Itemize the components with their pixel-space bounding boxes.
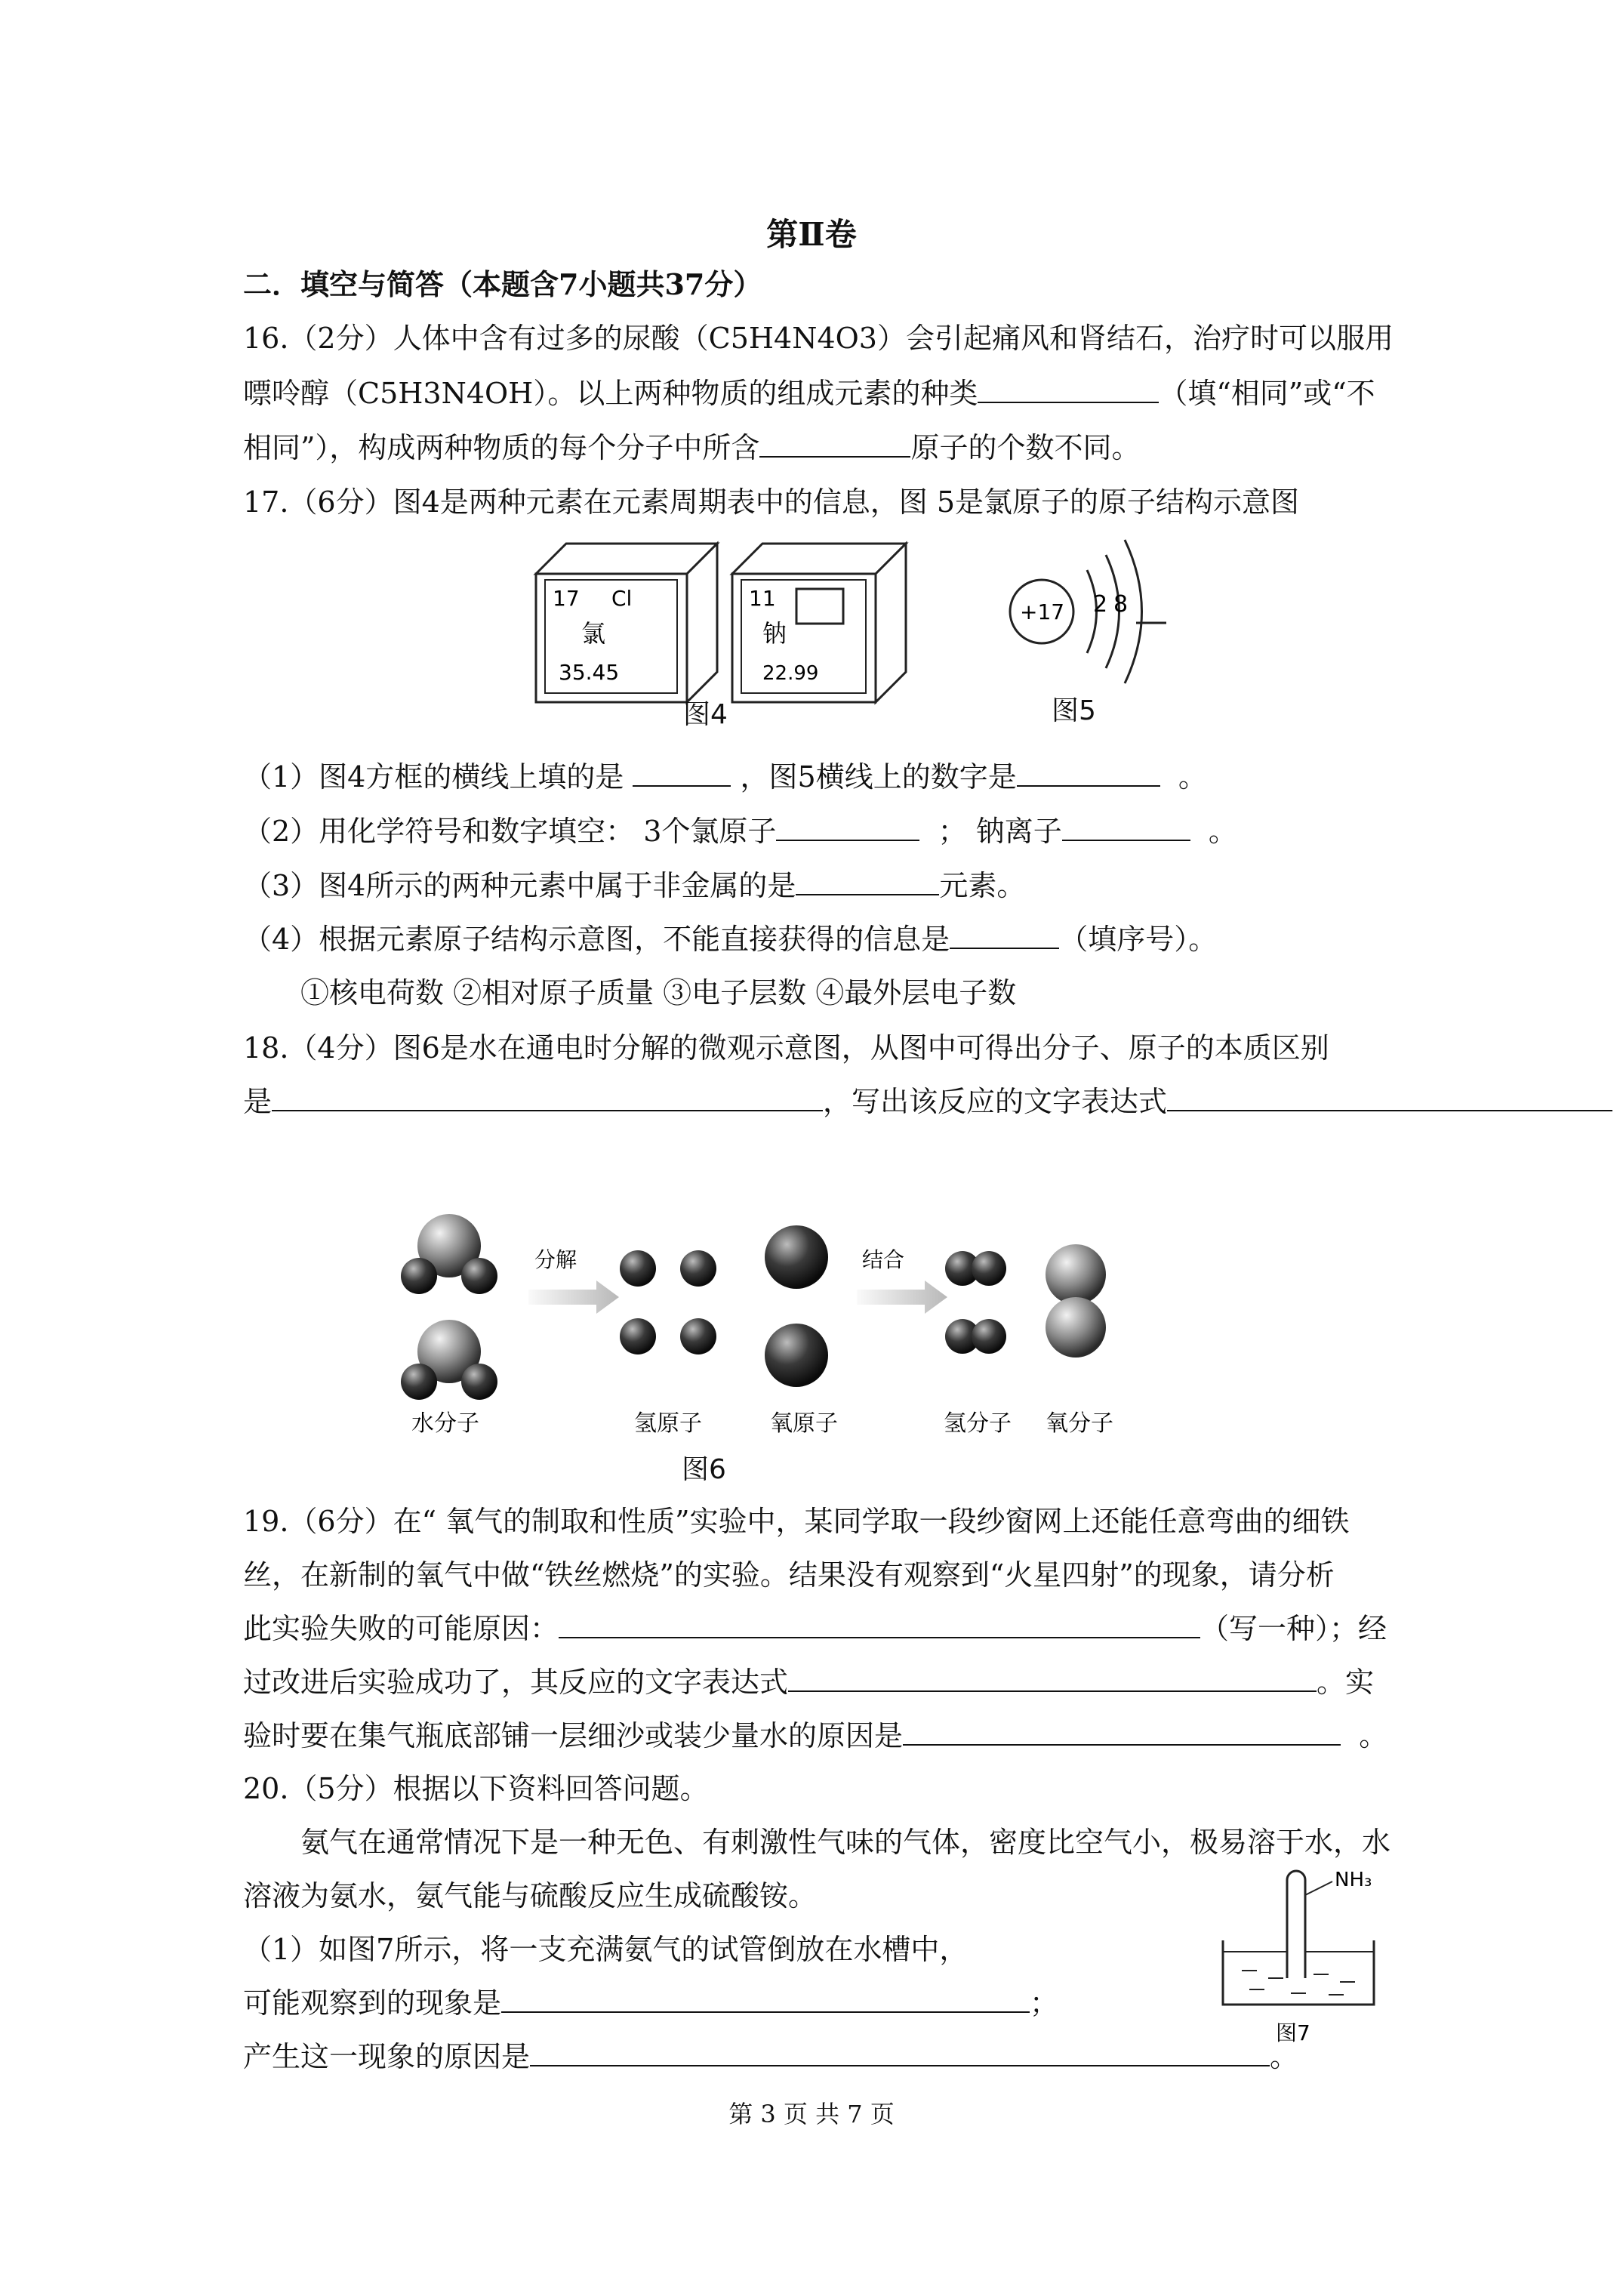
- hydrogen-atom-label: 氢原子: [634, 1410, 702, 1437]
- cl-symbol: Cl: [611, 586, 633, 611]
- q19-blank1[interactable]: [559, 1610, 1200, 1638]
- shell1-electrons: 2: [1093, 591, 1108, 618]
- shell2-electrons: 8: [1113, 591, 1129, 618]
- q17-blank6[interactable]: [950, 920, 1059, 949]
- q18-blank1[interactable]: [272, 1083, 823, 1111]
- q19-line1: 19.（6分）在“ 氧气的制取和性质”实验中，某同学取一段纱窗网上还能任意弯曲的细铁: [243, 1505, 1350, 1538]
- q17-blank3[interactable]: [776, 812, 919, 841]
- hydrogen-atoms: [620, 1250, 716, 1354]
- cl-name: 氯: [581, 619, 606, 648]
- q20-line1: 20.（5分）根据以下资料回答问题。: [243, 1772, 709, 1805]
- fig7-ammonia-tube: [1215, 1865, 1397, 2046]
- q20-sub3: 产生这一现象的原因是 。: [243, 2038, 1298, 2076]
- page-footer: 第 3 页 共 7 页: [728, 2100, 895, 2128]
- q16-line3: 相同”），构成两种物质的每个分子中所含 原子的个数不同。: [243, 429, 1140, 467]
- q17-options: ①核电荷数 ②相对原子质量 ③电子层数 ④最外层电子数: [300, 976, 1017, 1009]
- q20-blank1[interactable]: [501, 1984, 1030, 2013]
- q19-blank3[interactable]: [903, 1717, 1341, 1746]
- combine-arrow: [857, 1281, 947, 1314]
- page-title: 第Ⅱ卷: [766, 216, 857, 253]
- na-number: 11: [749, 586, 776, 611]
- q19-line4: 过改进后实验成功了，其反应的文字表达式 。实: [243, 1663, 1374, 1701]
- fig6-caption: 图6: [682, 1454, 726, 1485]
- q16-line2: 嘌呤醇（C5H3N4OH）。以上两种物质的组成元素的种类 （填“相同”或“不: [243, 374, 1375, 412]
- q19-line2: 丝，在新制的氧气中做“铁丝燃烧”的实验。结果没有观察到“火星四射”的现象，请分析: [243, 1558, 1335, 1592]
- oxygen-molecule-label: 氧分子: [1046, 1410, 1113, 1437]
- q19-blank2[interactable]: [788, 1663, 1317, 1692]
- decompose-arrow: [528, 1281, 619, 1314]
- q16-blank2[interactable]: [759, 429, 910, 458]
- combine-label: 结合: [862, 1247, 905, 1272]
- cl-number: 17: [553, 586, 580, 611]
- fig4-caption: 图4: [683, 699, 728, 730]
- q17-intro: 17.（6分）图4是两种元素在元素周期表中的信息，图 5是氯原子的原子结构示意图: [243, 485, 1300, 519]
- q17-blank4[interactable]: [1062, 812, 1190, 841]
- q20-sub2: 可能观察到的现象是 ；: [243, 1984, 1058, 2022]
- q18-line2: 是 ，写出该反应的文字表达式: [243, 1083, 1612, 1120]
- q17-blank5[interactable]: [796, 867, 939, 895]
- q18-blank2[interactable]: [1167, 1083, 1612, 1111]
- q17-sub3: （3）图4所示的两种元素中属于非金属的是 元素。: [243, 867, 1025, 905]
- q17-blank1[interactable]: [633, 758, 731, 787]
- q16-blank1[interactable]: [978, 374, 1159, 403]
- fig5-caption: 图5: [1052, 695, 1096, 726]
- q20-blank2[interactable]: [530, 2038, 1270, 2066]
- q17-blank2[interactable]: [1017, 758, 1160, 787]
- fig6-water-electrolysis: [377, 1200, 1208, 1450]
- q20-para2: 溶液为氨水，氨气能与硫酸反应生成硫酸铵。: [243, 1879, 818, 1912]
- na-name: 钠: [762, 619, 787, 648]
- na-element-box: [732, 544, 906, 702]
- q20-sub1: （1）如图7所示，将一支充满氨气的试管倒放在水槽中，: [243, 1933, 969, 1966]
- nucleus-charge: +17: [1020, 599, 1065, 624]
- q17-sub4: （4）根据元素原子结构示意图，不能直接获得的信息是 （填序号）。: [243, 920, 1217, 958]
- cl-element-box: [536, 544, 717, 702]
- hydrogen-molecules: [945, 1251, 1006, 1354]
- q18-line1: 18.（4分）图6是水在通电时分解的微观示意图，从图中可得出分子、原子的本质区别: [243, 1031, 1329, 1065]
- q16-line1: 16.（2分）人体中含有过多的尿酸（C5H4N4O3）会引起痛风和肾结石，治疗时可以服用: [243, 322, 1394, 355]
- na-mass: 22.99: [762, 662, 819, 685]
- chlorine-atom-diagram: [1010, 540, 1166, 683]
- q17-sub1: （1）图4方框的横线上填的是 ，图5横线上的数字是 。: [243, 758, 1207, 796]
- nh3-label: NH₃: [1335, 1869, 1372, 1891]
- q17-sub2: （2）用化学符号和数字填空： 3个氯原子 ； 钠离子 。: [243, 812, 1237, 850]
- decompose-label: 分解: [534, 1247, 577, 1272]
- cl-mass: 35.45: [559, 660, 620, 685]
- section-heading: 二．填空与简答（本题含7小题共37分）: [243, 267, 762, 301]
- fig7-caption: 图7: [1276, 2020, 1310, 2045]
- q19-line3: 此实验失败的可能原因： （写一种）；经: [243, 1610, 1387, 1647]
- water-molecule-1: [401, 1214, 497, 1294]
- q20-para1: 氨气在通常情况下是一种无色、有刺激性气味的气体，密度比空气小，极易溶于水，水: [300, 1826, 1391, 1859]
- water-molecule-2: [401, 1320, 497, 1400]
- oxygen-atom-label: 氧原子: [770, 1410, 838, 1437]
- hydrogen-molecule-label: 氢分子: [944, 1410, 1012, 1437]
- oxygen-molecule: [1046, 1244, 1106, 1358]
- water-molecule-label: 水分子: [411, 1410, 479, 1437]
- q19-line5: 验时要在集气瓶底部铺一层细沙或装少量水的原因是 。: [243, 1717, 1387, 1755]
- oxygen-atoms: [765, 1225, 828, 1387]
- na-symbol-blank-box: [796, 589, 843, 624]
